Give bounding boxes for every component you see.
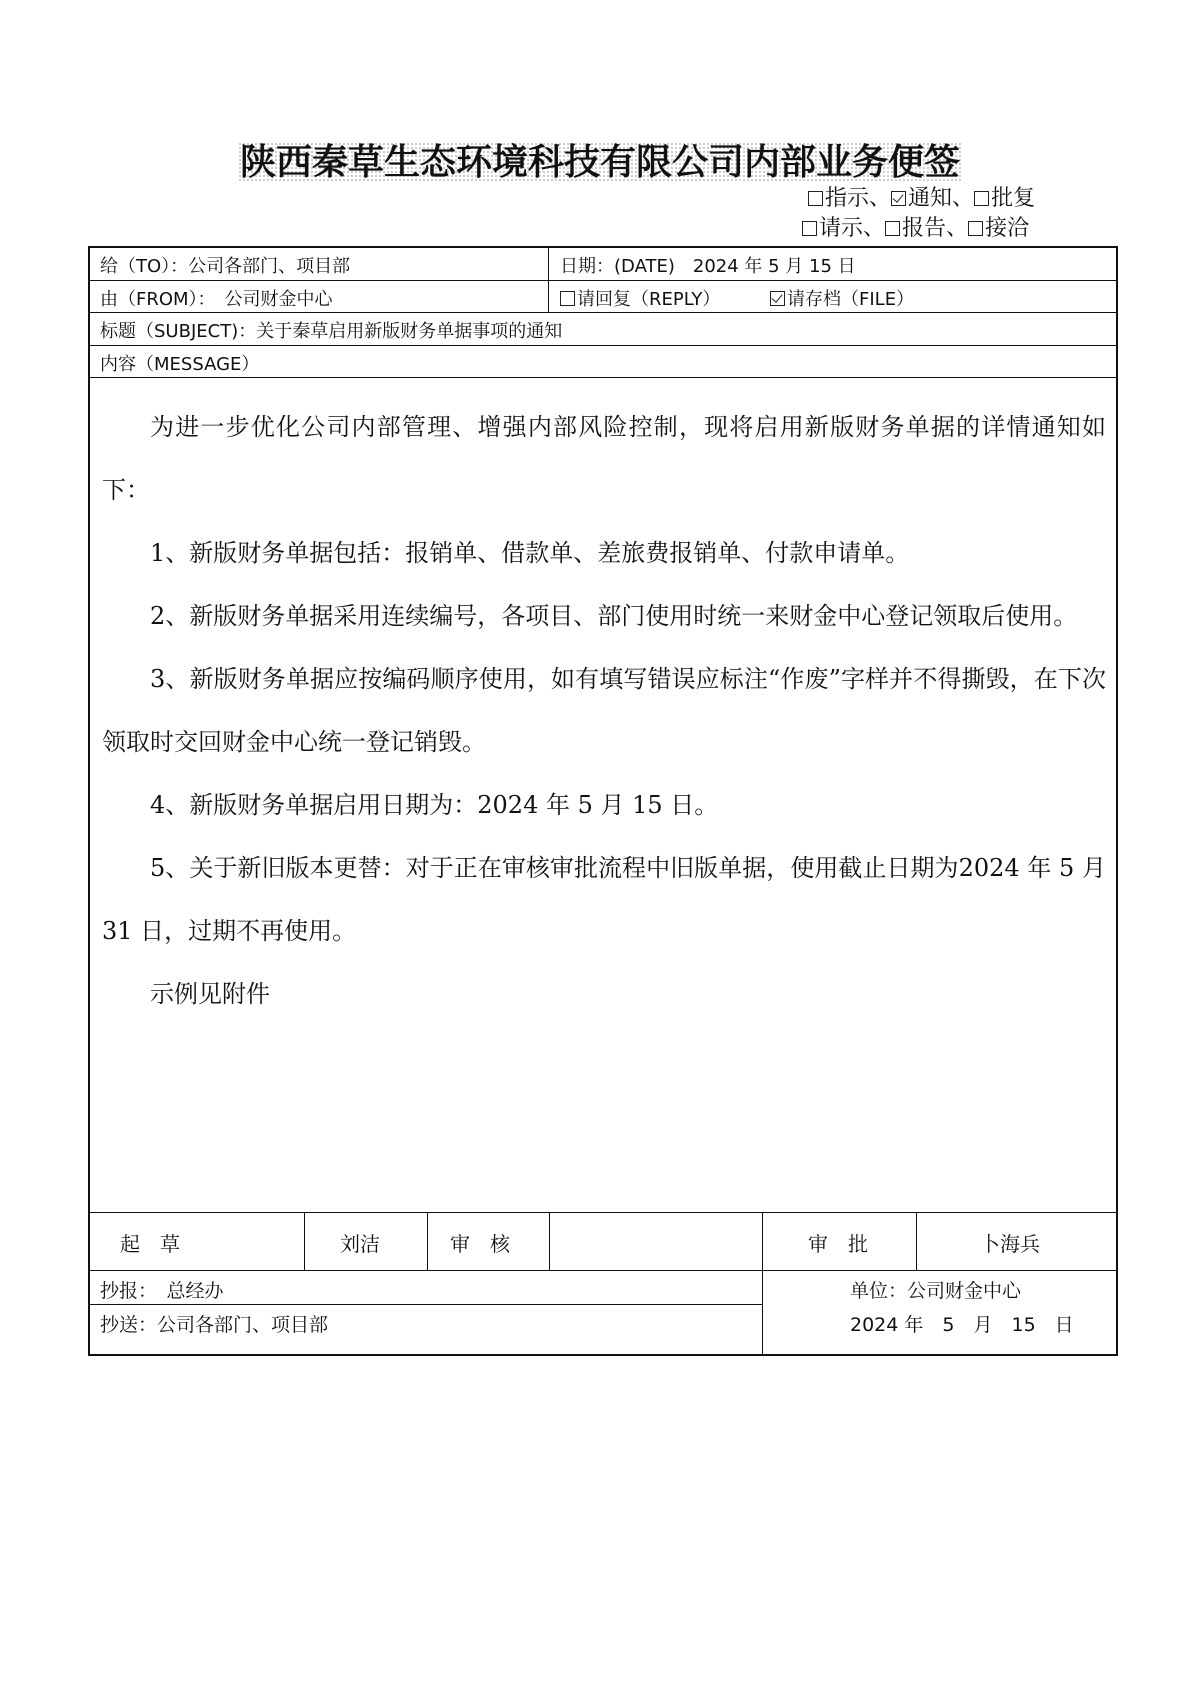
- file-checkbox[interactable]: [770, 291, 785, 306]
- doc-type-separator: 、: [946, 216, 969, 241]
- doc-type-checkbox[interactable]: [891, 191, 906, 206]
- file-option[interactable]: 请存档（FILE）: [770, 285, 914, 311]
- row-to-date: [90, 248, 1116, 281]
- draft-value: 刘洁: [340, 1232, 380, 1256]
- doc-type-label: 批复: [991, 186, 1036, 211]
- doc-type-checkbox[interactable]: [974, 191, 989, 206]
- footer-date: 2024 年 5 月 15 日: [850, 1314, 1074, 1336]
- review-label: 审 核: [450, 1232, 510, 1256]
- doc-type-label: 接洽: [985, 216, 1030, 241]
- footer-mid-line: [90, 1270, 1116, 1271]
- document-type-checkboxes: [808, 184, 1108, 244]
- message-body: [102, 396, 1106, 1026]
- from-field: 由（FROM）： 公司财金中心: [100, 289, 333, 310]
- to-field: 给（TO）：公司各部门、项目部: [100, 256, 351, 277]
- sig-divider-2: [427, 1213, 428, 1271]
- doc-type-separator: 、: [869, 186, 892, 211]
- message-paragraph: 为进一步优化公司内部管理、增强内部风险控制，现将启用新版财务单据的详情通知如下：: [102, 413, 1106, 504]
- approve-label: 审 批: [808, 1232, 868, 1256]
- row-subject: [90, 313, 1116, 346]
- report-to: 抄报： 总经办: [100, 1280, 224, 1302]
- message-label: 内容（MESSAGE）: [100, 354, 260, 375]
- reply-checkbox[interactable]: [560, 291, 575, 306]
- row-message-label: [90, 346, 1116, 378]
- sig-divider-5: [916, 1213, 917, 1271]
- message-paragraph: 示例见附件: [150, 980, 270, 1008]
- doc-type-checkbox[interactable]: [885, 221, 900, 236]
- sig-divider-4: [762, 1213, 763, 1356]
- message-paragraph: 4、新版财务单据启用日期为：2024 年 5 月 15 日。: [150, 791, 719, 819]
- doc-type-separator: 、: [863, 216, 886, 241]
- doc-type-label: 请示: [819, 216, 864, 241]
- header-divider: [548, 248, 549, 313]
- page-title: 陕西秦草生态环境科技有限公司内部业务便签: [239, 142, 960, 183]
- issuing-unit: 单位：公司财金中心: [850, 1280, 1022, 1302]
- message-paragraph: 1、新版财务单据包括：报销单、借款单、差旅费报销单、付款申请单。: [150, 539, 910, 567]
- doc-type-row: [808, 184, 1108, 214]
- doc-type-separator: 、: [952, 186, 975, 211]
- message-paragraph: 5、关于新旧版本更替：对于正在审核审批流程中旧版单据，使用截止日期为2024 年 5 月 31 日，过期不再使用。: [102, 854, 1106, 945]
- row-from: [90, 281, 1116, 313]
- approve-value: 卜海兵: [980, 1232, 1040, 1256]
- doc-type-checkbox[interactable]: [968, 221, 983, 236]
- sig-divider-1: [304, 1213, 305, 1271]
- message-paragraph: 3、新版财务单据应按编码顺序使用，如有填写错误应标注“作废”字样并不得撕毁，在下次领取时交回财金中心统一登记销毁。: [102, 665, 1106, 756]
- doc-type-row: [802, 214, 1108, 244]
- footer-report-line: [90, 1304, 762, 1305]
- reply-option[interactable]: 请回复（REPLY）: [560, 285, 720, 311]
- doc-type-label: 指示: [825, 186, 870, 211]
- doc-type-label: 报告: [902, 216, 947, 241]
- copy-to: 抄送：公司各部门、项目部: [100, 1314, 329, 1336]
- doc-type-checkbox[interactable]: [802, 221, 817, 236]
- subject-field: 标题（SUBJECT)：关于秦草启用新版财务单据事项的通知: [100, 321, 563, 342]
- doc-type-checkbox[interactable]: [808, 191, 823, 206]
- message-paragraph: 2、新版财务单据采用连续编号，各项目、部门使用时统一来财金中心登记领取后使用。: [150, 602, 1078, 630]
- sig-divider-3: [549, 1213, 550, 1271]
- doc-type-label: 通知: [908, 186, 953, 211]
- memo-form: [88, 246, 1118, 1356]
- footer-top-line: [90, 1212, 1116, 1213]
- date-field: 日期：(DATE) 2024 年 5 月 15 日: [560, 256, 856, 277]
- draft-label: 起 草: [120, 1232, 180, 1256]
